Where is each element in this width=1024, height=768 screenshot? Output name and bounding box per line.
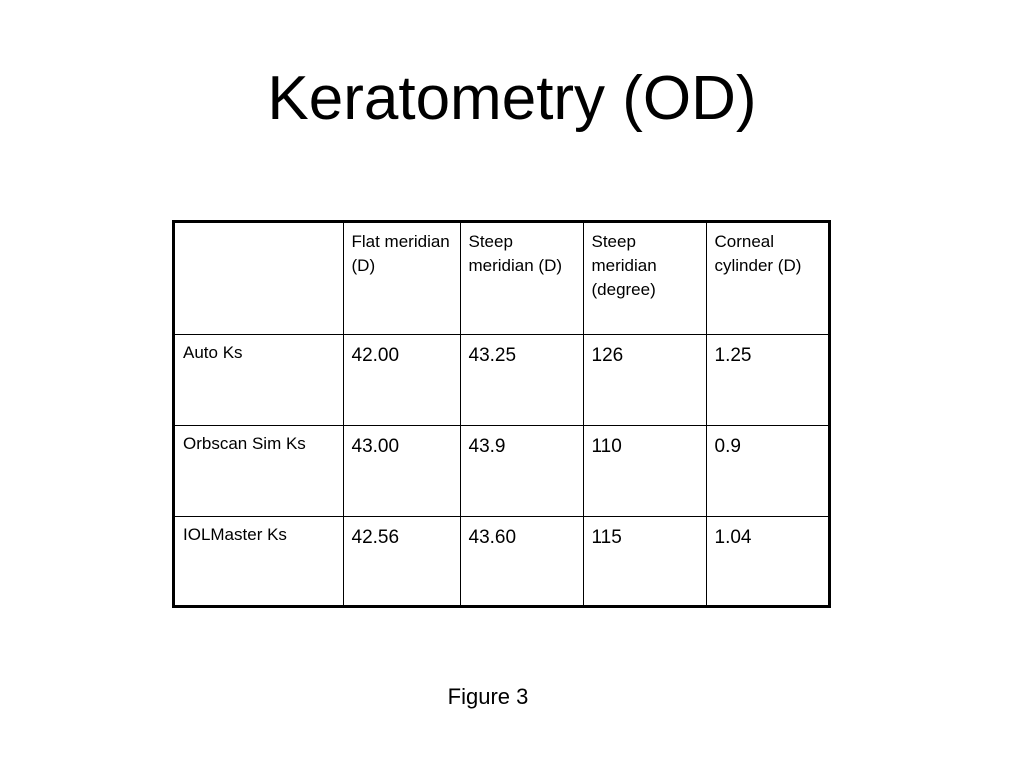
row-label-orbscan-sim-ks: Orbscan Sim Ks <box>175 425 343 516</box>
table-cell: 1.25 <box>706 334 828 425</box>
table-cell: 1.04 <box>706 516 828 607</box>
table-cell: 43.00 <box>343 425 460 516</box>
table-cell: 115 <box>583 516 706 607</box>
column-header-corneal-cylinder: Corneal cylinder (D) <box>706 223 828 334</box>
figure-caption <box>0 684 976 710</box>
row-label-auto-ks: Auto Ks <box>175 334 343 425</box>
table-row <box>175 516 828 607</box>
table-corner-cell <box>175 223 343 334</box>
row-label-iolmaster-ks: IOLMaster Ks <box>175 516 343 607</box>
table-row <box>175 334 828 425</box>
keratometry-table <box>172 220 831 608</box>
table-cell: 43.25 <box>460 334 583 425</box>
table-cell: 110 <box>583 425 706 516</box>
column-header-flat-meridian: Flat meridian (D) <box>343 223 460 334</box>
table-cell: 43.60 <box>460 516 583 607</box>
table-cell: 42.56 <box>343 516 460 607</box>
table-header-row <box>175 223 828 334</box>
table-cell: 126 <box>583 334 706 425</box>
column-header-steep-meridian-degree: Steep meridian (degree) <box>583 223 706 334</box>
table-cell: 42.00 <box>343 334 460 425</box>
table-cell: 0.9 <box>706 425 828 516</box>
slide-title: Keratometry (OD) <box>267 64 757 133</box>
column-header-steep-meridian-d: Steep meridian (D) <box>460 223 583 334</box>
table-cell: 43.9 <box>460 425 583 516</box>
table-grid <box>175 223 828 607</box>
figure-caption-text: Figure 3 <box>447 684 529 709</box>
table-row <box>175 425 828 516</box>
